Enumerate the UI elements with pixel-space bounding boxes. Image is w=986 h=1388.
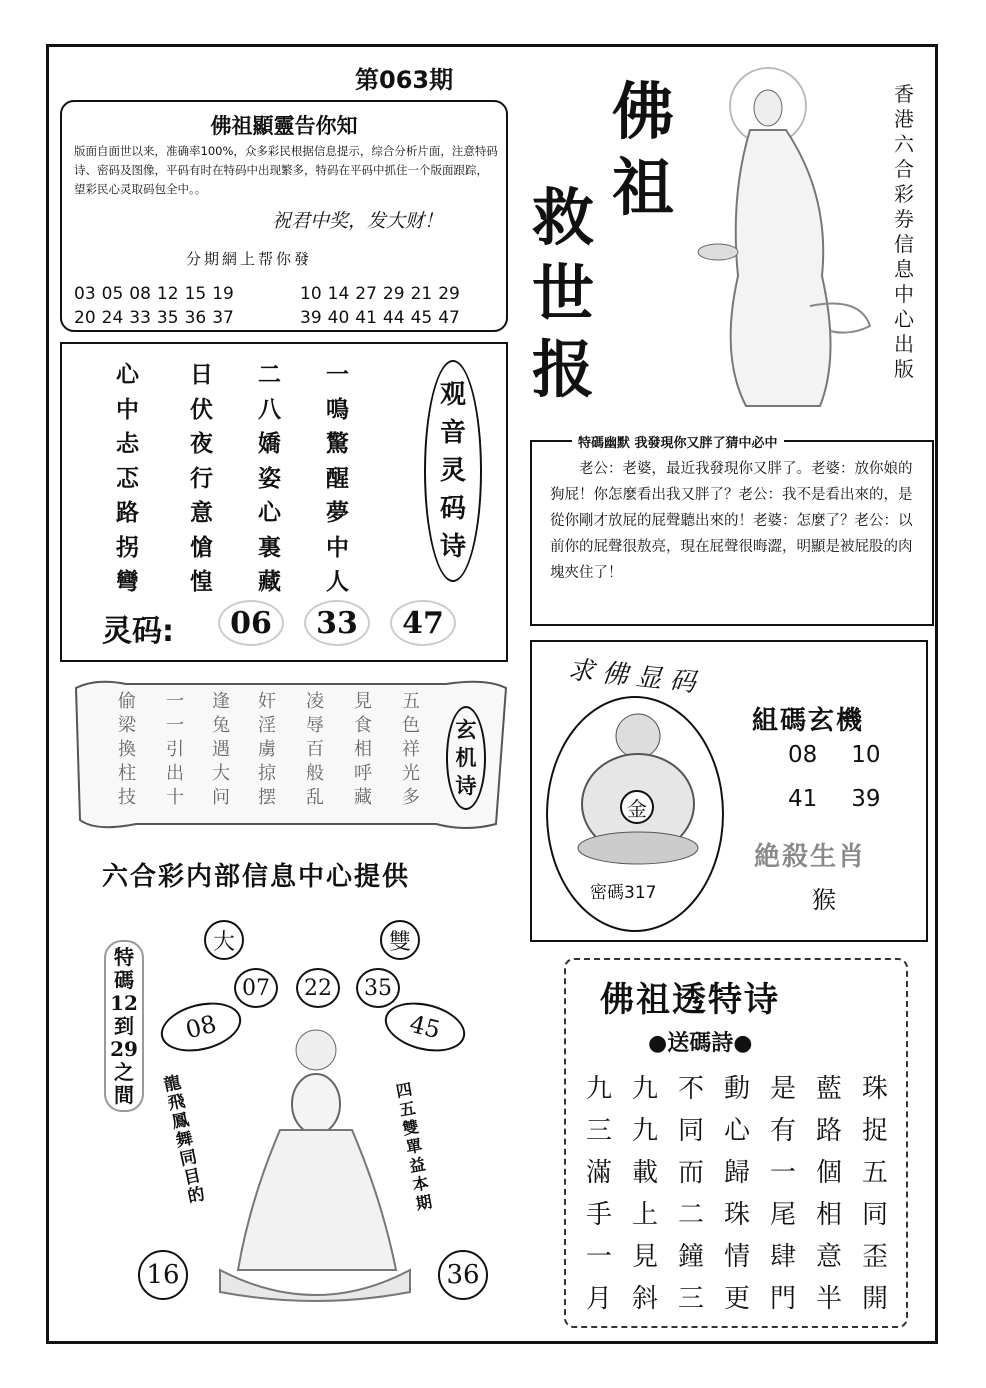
kill-value: 猴 [812,886,836,914]
poem-char: 藏 [258,569,281,595]
poem-char: 三 [678,1284,705,1314]
poem-char: 姿 [258,465,281,492]
xuanji-char: 问 [212,787,230,808]
poem-char: 路 [116,500,139,526]
num: 10 [300,284,322,304]
guanyin-figure-bottom [210,1020,420,1310]
title-col-1 [612,74,674,226]
xuanji-char: 梁 [118,715,136,736]
combo-row-1 [788,742,881,768]
issue-label: 第063期 [355,66,454,94]
code-2: 33 [304,600,370,646]
poem-char: 肆 [770,1242,797,1272]
poem-char: 日 [190,362,213,388]
xuanji-char: 柱 [118,763,136,784]
poem-char: 意 [816,1242,843,1272]
poem-char: 五 [397,1098,417,1120]
poem-char: 珠 [862,1074,889,1104]
buddha-password: 密碼317 [590,883,657,903]
title-char: 救 [532,181,595,254]
xuanji-char: 掠 [258,763,276,784]
joke-header: 特碼幽默 我發現你又胖了猜中必中 [572,432,784,451]
num: 24 [101,308,124,328]
poem-char: 彎 [116,569,139,595]
xuanji-char: 遇 [212,739,230,760]
xuanji-col-6 [354,690,372,810]
poem-char: 鳳 [170,1109,191,1133]
combo-title: 組碼玄機 [752,706,865,736]
num: 05 [101,284,124,304]
xuanji-side-title [446,706,486,810]
special-col-7 [862,1068,888,1320]
numbers-row1-left [74,284,234,304]
side-char: 观 [439,380,466,410]
xuanji-char: 淫 [258,715,276,736]
poem-char: 半 [816,1284,843,1314]
xuanji-char: 食 [354,715,372,736]
poem-char: 手 [586,1200,613,1230]
poem-char: 而 [678,1158,705,1188]
xuanji-char: 一 [166,691,184,712]
xuanji-char: 技 [118,787,136,808]
numbers-row1-right [300,284,460,304]
num-top-1: 07 [234,968,278,1008]
poem-char: 一 [326,362,349,388]
poem-char: 夢 [326,500,349,526]
publisher-vertical: 香港六合彩券信息中心出版 [894,82,914,381]
poem-char: 忑 [116,465,139,492]
poem-char: 鳴 [326,396,349,423]
poem-char: 拐 [116,534,139,561]
special-col-4 [724,1068,750,1320]
combo-num: 41 [788,786,818,812]
poem-char: 斜 [632,1284,659,1314]
special-poem-title: 佛祖透特诗 [600,980,780,1020]
poem-char: 歸 [724,1158,751,1188]
num: 12 [156,284,179,304]
poem-char: 八 [258,396,281,423]
poem-char: 五 [862,1158,889,1188]
buddha-box [530,640,928,942]
combo-num: 08 [788,742,818,768]
special-col-2 [632,1068,658,1320]
title-char: 祖 [612,151,675,224]
xuanji-col-4 [258,690,276,810]
num: 21 [410,284,433,304]
poem-char: 月 [586,1284,613,1314]
poem-char: 舞 [174,1128,195,1152]
side-char: 码 [439,494,466,524]
range-char: 之 [114,1060,134,1084]
num: 29 [382,284,405,304]
poem-char: 飛 [166,1091,187,1115]
poem-char: 九 [632,1116,659,1146]
poem-col-3 [258,358,281,600]
guanyin-figure-top [690,56,880,416]
poem-col-4 [326,358,349,600]
xuanji-char: 般 [306,763,324,784]
poem-char: 四 [394,1079,414,1102]
poem-char: 相 [816,1200,843,1230]
xuanji-char: 摆 [258,787,276,808]
num: 15 [184,284,207,304]
range-char: 12 [110,991,138,1015]
notice-blessing: 祝君中奖，发大财！ [272,210,444,232]
numbers-row2-left [74,308,234,328]
combo-num: 39 [851,786,881,812]
guanyin-poem-side-title [424,360,482,582]
poem-char: 中 [116,396,139,423]
xuanji-char: 一 [166,715,184,736]
poem-char: 二 [258,362,281,388]
xuanji-char: 換 [118,739,136,760]
combo-row-2 [788,786,881,812]
code-label: 灵码: [102,614,174,649]
poem-char: 更 [724,1284,751,1314]
buddha-figure [568,708,708,868]
poem-char: 同 [862,1200,889,1230]
xuanji-col-3 [212,690,230,810]
num: 36 [184,308,207,328]
num: 19 [212,284,234,304]
xuanji-char: 百 [306,739,324,760]
provider-text: 六合彩内部信息中心提供 [102,862,411,892]
circle-left: 16 [138,1250,188,1300]
xuanji-char: 見 [354,691,372,712]
num-top-3: 35 [356,968,400,1008]
num: 20 [74,308,96,328]
joke-body: 老公：老婆，最近我發現你又胖了。老婆：放你娘的狗屁！你怎麼看出我又胖了？老公：我不是看出來的，是從你剛才放屁的屁聲聽出來的！老婆：怎麼了？老公：以前你的屁聲很敖亮，現在屁聲很晦澀，明顯是被屁股的肉塊夾住了！ [550,461,913,581]
poem-char: 二 [678,1200,705,1230]
poem-char: 是 [770,1074,797,1104]
xuanji-char: 偷 [118,691,136,712]
poem-char: 同 [177,1147,199,1171]
poem-char: 情 [724,1242,751,1272]
side-char: 诗 [439,532,466,562]
oval-left: 08 [156,995,247,1059]
poem-char: 目 [181,1165,203,1189]
poem-char: 同 [678,1116,705,1146]
xuanji-char: 辱 [306,715,324,736]
poem-char: 一 [586,1242,613,1272]
special-col-1 [586,1068,612,1320]
poem-char: 動 [724,1074,751,1104]
poem-char: 心 [258,500,281,526]
xuanji-char: 藏 [354,787,372,808]
num: 14 [327,284,350,304]
poem-char: 門 [770,1284,797,1314]
poem-char: 個 [816,1158,843,1188]
notice-body: 版面自面世以来，准确率100%，众多彩民根据信息提示，综合分析片面，注意特码诗、密码及图像，平码有时在特码中出现繁多，特码在平码中抓住一个版面跟踪，望彩民心灵取码包全中。。 [74,144,498,196]
xuanji-char: 相 [354,739,372,760]
xuanji-char: 出 [166,763,184,784]
code-1: 06 [218,600,284,646]
poem-char: 心 [724,1116,751,1146]
side-char: 玄 [455,717,477,742]
range-char: 29 [110,1037,138,1061]
poem-char: 行 [190,465,213,492]
special-col-5 [770,1068,796,1320]
poem-char: 中 [326,534,349,561]
xuanji-col-1 [118,690,136,810]
poem-char: 不 [678,1074,705,1104]
poem-char: 龍 [162,1072,183,1096]
gold-badge: 金 [620,790,654,824]
poem-char: 鐘 [678,1242,705,1272]
poem-char: 單 [404,1135,424,1158]
notice-title: 佛祖顯靈告你知 [210,114,358,138]
code-3: 47 [390,600,456,646]
guanyin-poem-box [60,342,508,662]
notice-sub: 分期網上帮你發 [186,250,313,268]
poem-char: 心 [116,362,139,388]
num: 45 [410,308,433,328]
range-char: 特 [114,945,134,969]
title-char: 世 [532,257,595,330]
xuanji-char: 兔 [212,715,230,736]
poem-char: 上 [632,1200,659,1230]
xuanji-char: 色 [402,715,420,736]
poem-char: 夜 [190,431,213,457]
poem-char: 九 [632,1074,659,1104]
poem-char: 人 [326,569,349,595]
xuanji-col-7 [402,690,420,810]
poem-char: 嬌 [258,431,281,457]
range-char: 間 [114,1083,134,1107]
poem-char: 尾 [770,1200,797,1230]
num: 39 [300,308,322,328]
poem-char: 捉 [862,1116,889,1146]
num: 41 [355,308,377,328]
xuanji-char: 大 [212,763,230,784]
num: 33 [129,308,151,328]
side-char: 灵 [439,456,466,486]
num-top-2: 22 [296,968,340,1008]
poem-char: 見 [632,1242,659,1272]
title-char: 佛 [612,75,675,148]
side-char: 诗 [455,773,477,798]
xuanji-char: 逢 [212,691,230,712]
xuanji-char: 奸 [258,691,276,712]
special-range-label [104,940,144,1112]
poem-char: 滿 [586,1158,613,1188]
range-char: 到 [114,1014,134,1038]
xuanji-char: 呼 [354,763,372,784]
xuanji-char: 光 [402,763,420,784]
joke-box [530,436,934,626]
num: 29 [438,284,460,304]
poem-char: 九 [586,1074,613,1104]
special-col-3 [678,1068,704,1320]
xuanji-char: 十 [166,787,184,808]
poem-char: 載 [632,1158,659,1188]
poem-char: 開 [862,1284,889,1314]
poem-char: 一 [770,1158,797,1188]
buddha-arc-label: 求佛显码 [566,654,705,700]
num: 27 [355,284,377,304]
poem-char: 意 [190,500,213,526]
poem-char: 醒 [326,465,349,492]
tag-big: 大 [204,920,244,960]
side-char: 音 [439,418,466,448]
poem-char: 的 [185,1184,207,1208]
special-col-6 [816,1068,842,1320]
poem-char: 藍 [816,1074,843,1104]
xuanji-char: 祥 [402,739,420,760]
poem-char: 忐 [116,431,139,457]
num: 37 [212,308,234,328]
numbers-row2-right [300,308,460,328]
poem-char: 惶 [190,569,213,595]
poem-char: 路 [816,1116,843,1146]
range-char: 碼 [114,968,134,992]
num: 35 [156,308,179,328]
poem-char: 益 [407,1154,427,1176]
poem-char: 有 [770,1116,797,1146]
title-char: 报 [532,333,595,406]
oval-right: 45 [380,995,471,1059]
xuanji-char: 五 [402,691,420,712]
xuanji-col-2 [166,690,184,810]
num: 08 [129,284,151,304]
title-col-2 [532,180,594,408]
poem-char: 驚 [326,431,349,457]
num: 03 [74,284,96,304]
notice-box [60,100,508,332]
num: 44 [382,308,405,328]
xuanji-char: 凌 [306,691,324,712]
tag-even: 雙 [380,920,420,960]
poem-char: 歪 [862,1242,889,1272]
poem-char: 期 [414,1191,434,1214]
special-poem-subtitle: ●送碼詩● [648,1031,753,1056]
circle-right: 36 [438,1250,488,1300]
poem-char: 伏 [190,396,213,423]
poem-char: 珠 [724,1200,751,1230]
xuanji-char: 多 [402,787,420,808]
combo-num: 10 [851,742,881,768]
side-char: 机 [455,745,477,770]
poem-col-2 [190,358,213,600]
kill-title: 絶殺生肖 [754,842,867,872]
xuanji-char: 乱 [306,787,324,808]
poem-char: 本 [411,1173,431,1195]
poem-char: 三 [586,1116,613,1146]
xuanji-col-5 [306,690,324,810]
poem-char: 雙 [401,1117,421,1139]
num: 47 [438,308,460,328]
poem-col-1 [116,358,139,600]
num: 40 [327,308,350,328]
poem-char: 裏 [258,534,281,561]
poem-char: 愴 [190,534,213,561]
xuanji-char: 引 [166,739,184,760]
xuanji-char: 虜 [258,739,276,760]
